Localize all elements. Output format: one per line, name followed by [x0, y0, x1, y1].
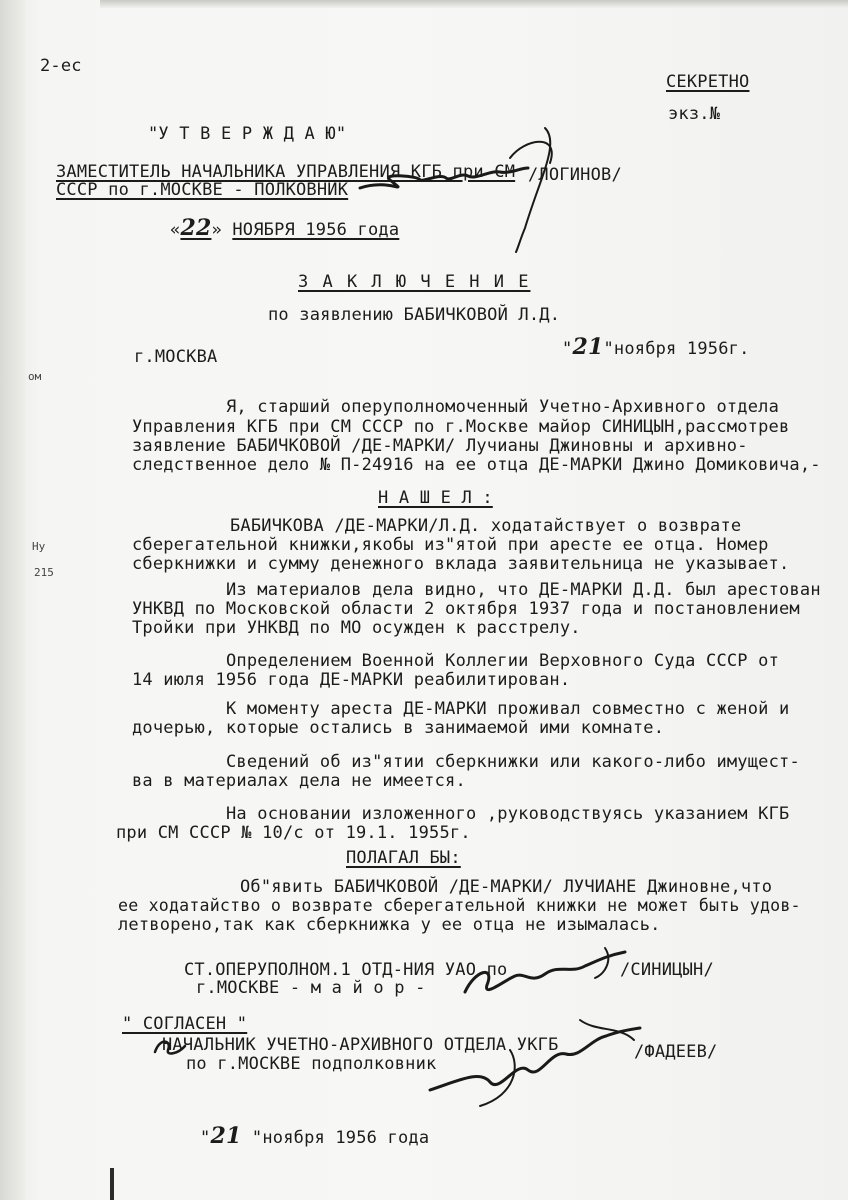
footer-date-rest: "ноября 1956 года [251, 1128, 430, 1148]
approver-signature [350, 118, 580, 253]
resolve-line: Об"явить БАБИЧКОВОЙ /ДЕ-МАРКИ/ ЛУЧИАНЕ Джиновне,что [240, 877, 773, 897]
place: г.МОСКВА [134, 347, 218, 367]
found-heading: Н А Ш Е Л : [378, 488, 493, 508]
found-line: БАБИЧКОВА /ДЕ-МАРКИ/Л.Д. ходатайствует о возврате [230, 516, 742, 536]
top-shadow [100, 0, 848, 8]
margin-mark: ом [28, 370, 42, 383]
paragraph-line: дочерью, которые остались в занимаемой ими комнате. [132, 718, 665, 738]
found-line: сберкнижки и сумму денежного вклада заявительница не указывает. [132, 554, 790, 574]
found-line: сберегательной книжки,якобы из"ятой при аресте ее отца. Номер [132, 535, 769, 555]
intro-line: следственное дело № П-24916 на ее отца ДЕ-МАРКИ Джино Домиковича,- [132, 455, 821, 475]
margin-mark: 215 [34, 566, 54, 579]
approval-date: «22» НОЯБРЯ 1956 года [170, 215, 400, 241]
agree-name: /ФАДЕЕВ/ [634, 1042, 718, 1062]
footer-date-day: 21 [210, 1123, 242, 1149]
copy-number: экз.№ [668, 104, 721, 124]
approver-name: /ЛОГИНОВ/ [528, 165, 622, 185]
document-date: "21"ноября 1956г. [562, 334, 750, 360]
approval-date-rest: НОЯБРЯ 1956 года [232, 220, 400, 240]
document-title: З А К Л Ю Ч Е Н И Е [298, 272, 531, 292]
resolve-line: ее ходатайство о возврате сберегательной книжки не может быть удов- [118, 896, 801, 915]
paragraph-line: Сведений об из"ятии сберкнижки или какого-либо имущест- [226, 752, 800, 772]
agree-header: " СОГЛАСЕН " [122, 1014, 248, 1034]
initials-mark [150, 1032, 190, 1062]
doc-code: 2-ес [40, 56, 82, 76]
approval-date-day: 22 [180, 215, 212, 241]
document-subtitle: по заявлению БАБИЧКОВОЙ Л.Д. [268, 305, 561, 325]
agree-title: по г.МОСКВЕ подполковник [186, 1054, 437, 1074]
signer-title: СТ.ОПЕРУПОЛНОМ.1 ОТД-НИЯ УАО по [184, 960, 508, 980]
page-edge [0, 0, 26, 1200]
intro-line: заявление БАБИЧКОВОЙ /ДЕ-МАРКИ/ Лучианы Джиновны и архивно- [132, 436, 748, 456]
paragraph-line: 14 июля 1956 года ДЕ-МАРКИ реабилитирован. [132, 670, 571, 690]
agree-signature [420, 1010, 660, 1110]
intro-line: Я, старший оперуполномоченный Учетно-Архивного отдела [226, 397, 780, 417]
paragraph-line: К моменту ареста ДЕ-МАРКИ проживал совместно с женой и [226, 699, 790, 719]
agree-title: НАЧАЛЬНИК УЧЕТНО-АРХИВНОГО ОТДЕЛА УКГБ [162, 1035, 559, 1055]
paragraph-line: при СМ СССР № 10/с от 19.1. 1955г. [116, 823, 471, 843]
margin-mark: Ну [32, 540, 46, 553]
paragraph-line: На основании изложенного ,руководствуясь указанием КГБ [226, 804, 790, 824]
approval-line: ЗАМЕСТИТЕЛЬ НАЧАЛЬНИКА УПРАВЛЕНИЯ КГБ при СМ [56, 162, 516, 182]
intro-line: Управления КГБ при СМ СССР по г.Москве майор СИНИЦЫН,рассмотрев [132, 417, 790, 437]
page-edge-mark [110, 1168, 114, 1200]
signer-name: /СИНИЦЫН/ [620, 960, 714, 980]
approval-line: СССР по г.МОСКВЕ - ПОЛКОВНИК [56, 180, 349, 200]
secrecy-mark: СЕКРЕТНО [666, 72, 750, 92]
paragraph-line: Из материалов дела видно, что ДЕ-МАРКИ Д.Д. был арестован [226, 580, 821, 600]
document-date-rest: "ноября 1956г. [603, 339, 750, 359]
signer-signature [455, 940, 635, 1010]
paragraph-line: Определением Военной Коллегии Верховного Суда СССР от [226, 651, 780, 671]
footer-date: "21 "ноября 1956 года [200, 1123, 430, 1149]
paragraph-line: Тройки при УНКВД по МО осужден к расстрелу. [132, 618, 581, 638]
signer-title: г.МОСКВЕ - м а й о р - [196, 978, 426, 998]
paragraph-line: ва в материалах дела не имеется. [132, 771, 466, 791]
approval-header: "У Т В Е Р Ж Д А Ю" [148, 124, 347, 144]
document-date-day: 21 [572, 334, 604, 360]
resolve-heading: ПОЛАГАЛ БЫ: [346, 848, 461, 868]
paragraph-line: УНКВД по Московской области 2 октября 1937 года и постановлением [132, 599, 800, 619]
resolve-line: летворено,так как сберкнижка у ее отца не изымалась. [118, 915, 661, 935]
